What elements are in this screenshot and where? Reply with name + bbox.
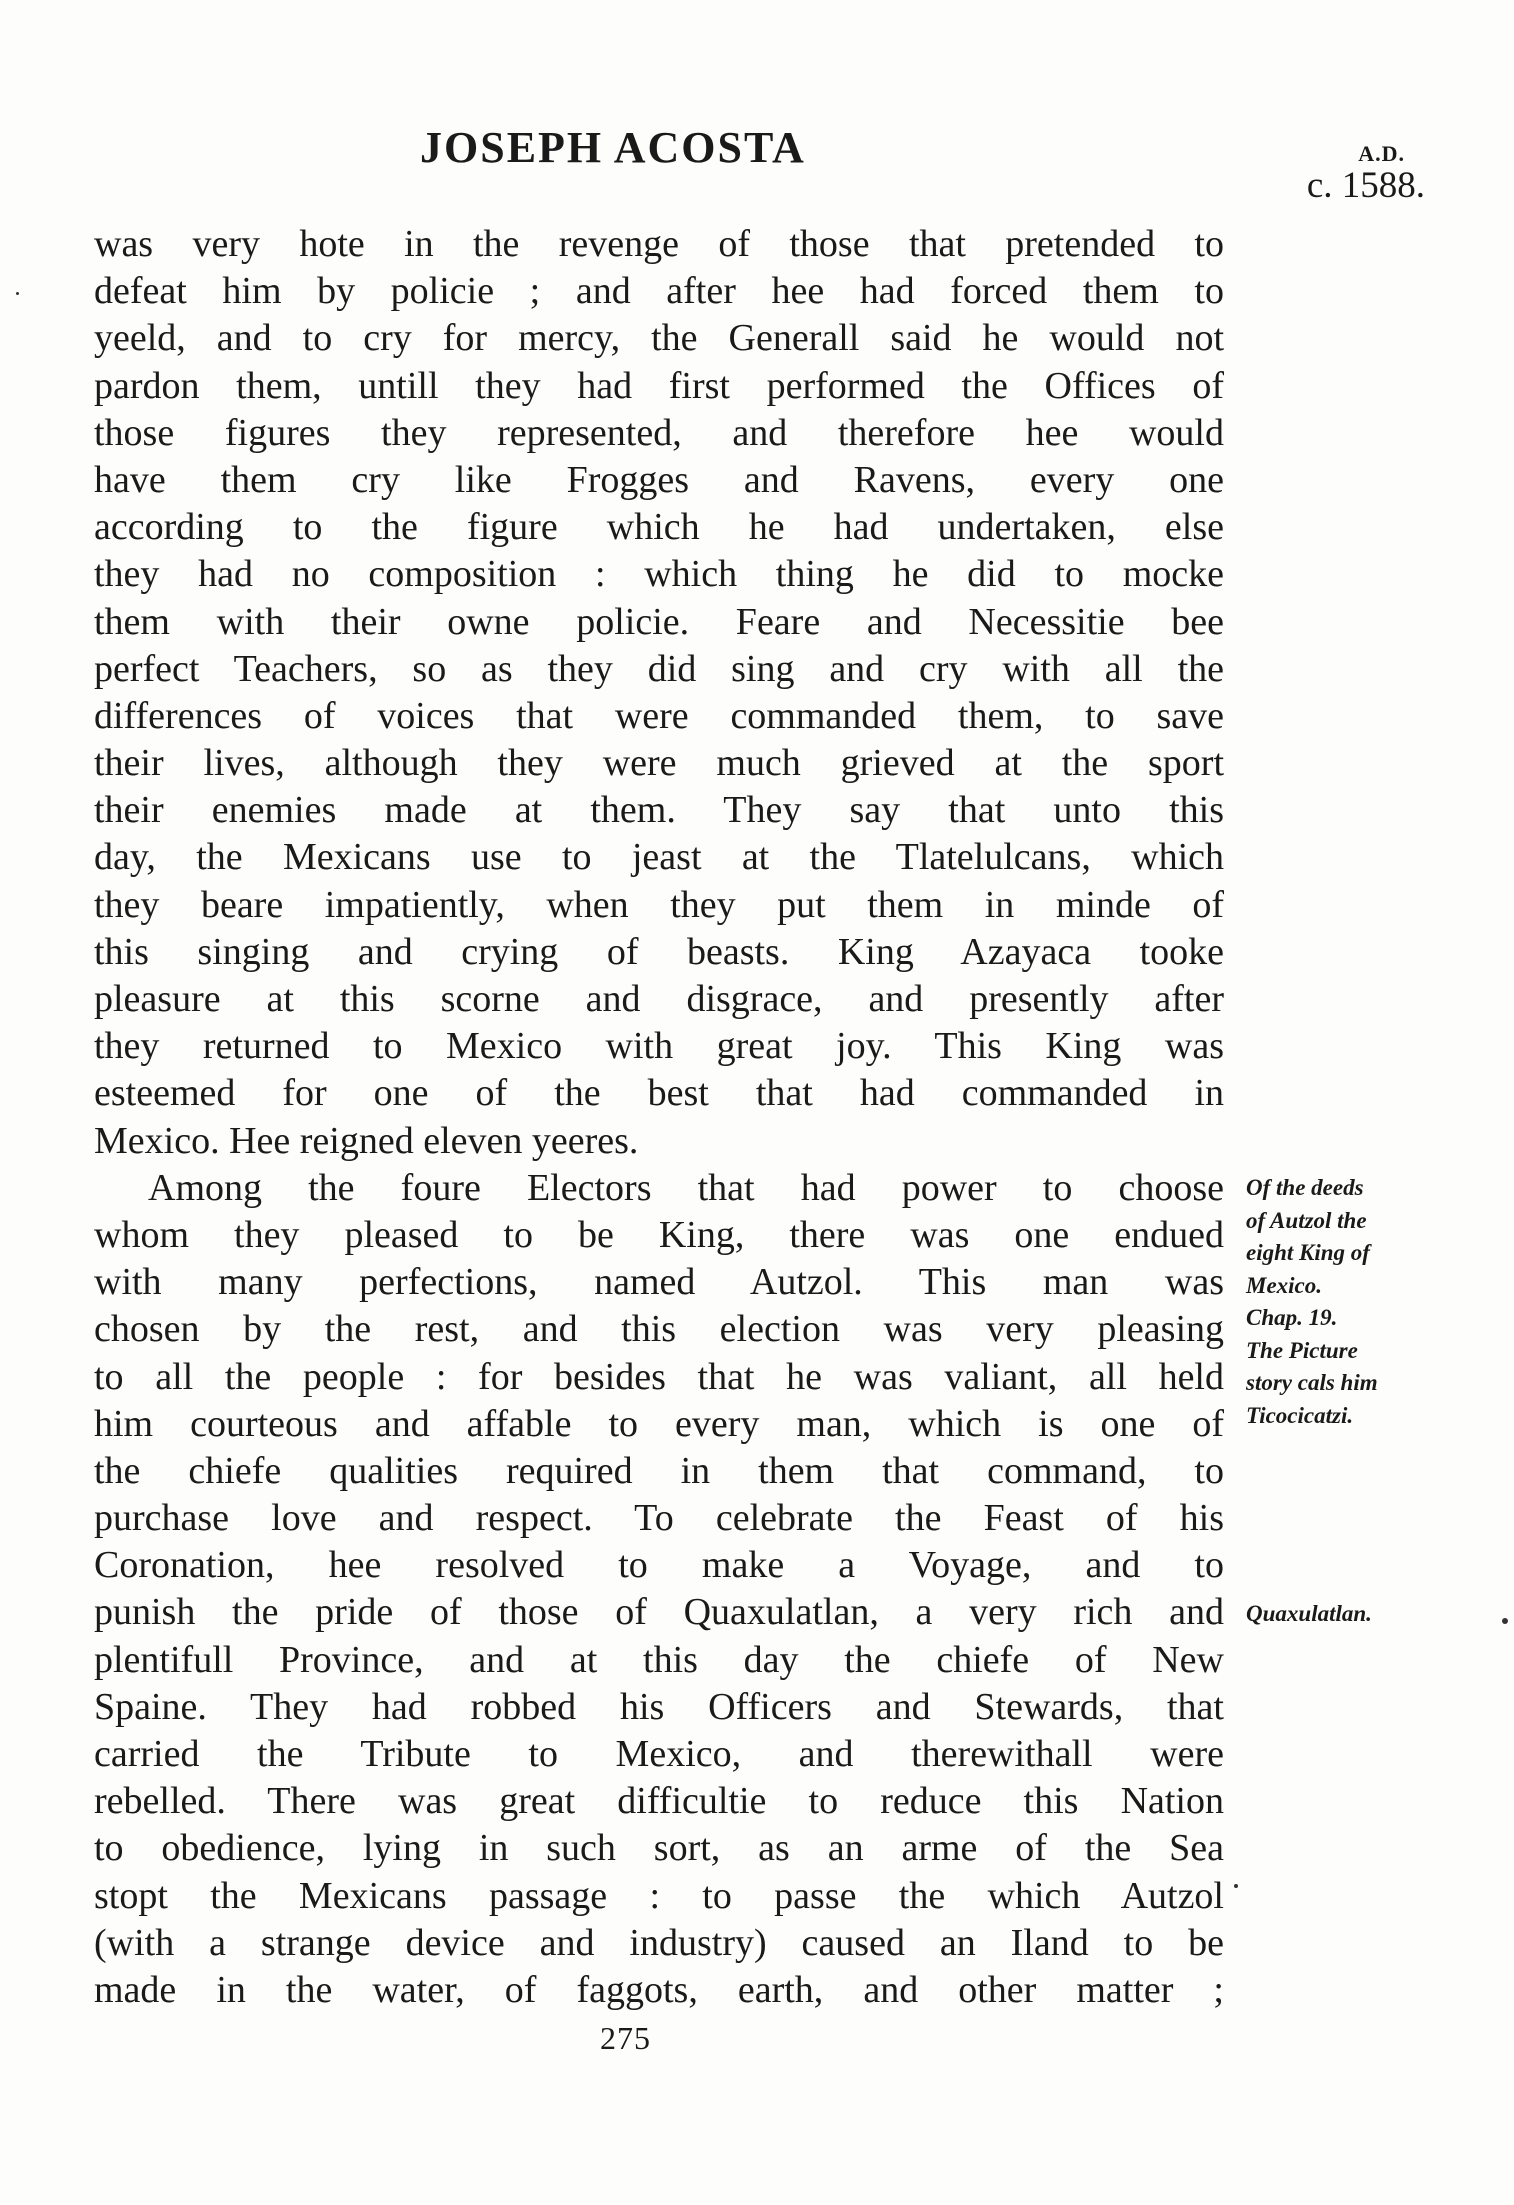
text-line: made in the water, of faggots, earth, and other matter ; xyxy=(94,1968,1224,2011)
text-line: esteemed for one of the best that had commanded in xyxy=(94,1072,1224,1115)
page-number: 275 xyxy=(600,2020,651,2056)
text-line: differences of voices that were commanded them, to save xyxy=(94,694,1224,737)
text-line: perfect Teachers, so as they did sing and cry with all the xyxy=(94,647,1224,690)
text-line: them with their owne policie. Feare and Necessitie bee xyxy=(94,600,1224,643)
text-line: according to the figure which he had undertaken, else xyxy=(94,506,1224,549)
text-line: to all the people : for besides that he was valiant, all held xyxy=(94,1355,1224,1398)
text-line: Spaine. They had robbed his Officers and Stewards, that xyxy=(94,1685,1224,1728)
body-text xyxy=(94,221,1224,2014)
text-line: pardon them, untill they had first performed the Offices of xyxy=(94,364,1224,407)
margin-note-line: Of the deeds xyxy=(1246,1175,1364,1200)
running-head: JOSEPH ACOSTA xyxy=(420,123,806,172)
margin-note-line: Quaxulatlan. xyxy=(1246,1601,1372,1626)
text-line: Among the foure Electors that had power to choose xyxy=(148,1166,1224,1209)
text-line: with many perfections, named Autzol. This man was xyxy=(94,1261,1224,1304)
text-line: yeeld, and to cry for mercy, the Generall said he would not xyxy=(94,317,1224,360)
margin-note-line: eight King of xyxy=(1246,1240,1370,1265)
text-line: carried the Tribute to Mexico, and therewithall were xyxy=(94,1733,1224,1775)
text-line: (with a strange device and industry) caused an Iland to be xyxy=(94,1921,1224,1964)
margin-note-line: Mexico. xyxy=(1246,1272,1323,1298)
text-line: whom they pleased to be King, there was one endued xyxy=(94,1213,1224,1256)
text-line: they beare impatiently, when they put them in minde of xyxy=(94,883,1224,926)
text-line: this singing and crying of beasts. King Azayaca tooke xyxy=(94,930,1224,973)
text-line: have them cry like Frogges and Ravens, every one xyxy=(94,458,1224,501)
date-head xyxy=(1265,142,1425,207)
text-line: plentifull Province, and at this day the chiefe of New xyxy=(94,1638,1224,1681)
text-line: those figures they represented, and therefore hee would xyxy=(94,411,1224,454)
text-line: rebelled. There was great difficultie to reduce this Nation xyxy=(94,1780,1224,1823)
margin-note-line: of Autzol the xyxy=(1246,1207,1367,1233)
text-line: their lives, although they were much grieved at the sport xyxy=(94,742,1224,785)
date-era: A.D. xyxy=(1358,141,1405,166)
margin-note-line: The Picture xyxy=(1246,1337,1358,1363)
text-line: stopt the Mexicans passage : to passe the which Autzol xyxy=(94,1874,1224,1917)
margin-note-line: Chap. 19. xyxy=(1246,1305,1338,1330)
text-line: Mexico. Hee reigned eleven yeeres. xyxy=(94,1119,639,1162)
text-line: they had no composition : which thing he did to mocke xyxy=(94,553,1224,596)
margin-note-place xyxy=(1246,1598,1456,1631)
margin-note-line: story cals him xyxy=(1246,1370,1378,1395)
print-speck xyxy=(16,292,19,295)
print-speck xyxy=(1234,1884,1238,1888)
text-line: chosen by the rest, and this election was very pleasing xyxy=(94,1308,1224,1351)
margin-note-line: Ticocicatzi. xyxy=(1246,1402,1354,1428)
text-line: punish the pride of those of Quaxulatlan, a very rich and xyxy=(94,1591,1224,1634)
text-line: purchase love and respect. To celebrate the Feast of his xyxy=(94,1497,1224,1540)
text-line: defeat him by policie ; and after hee had forced them to xyxy=(94,270,1224,313)
print-speck xyxy=(1502,1618,1508,1624)
text-line: day, the Mexicans use to jeast at the Tlatelulcans, which xyxy=(94,836,1224,879)
text-line: Coronation, hee resolved to make a Voyage, and to xyxy=(94,1544,1224,1587)
text-line: him courteous and affable to every man, which is one of xyxy=(94,1402,1224,1445)
text-line: the chiefe qualities required in them that command, to xyxy=(94,1449,1224,1492)
text-line: pleasure at this scorne and disgrace, and presently after xyxy=(94,978,1224,1020)
margin-note-chapter xyxy=(1246,1172,1456,1432)
date-year: c. 1588. xyxy=(1306,165,1425,207)
text-line: their enemies made at them. They say that unto this xyxy=(94,789,1224,832)
text-line: was very hote in the revenge of those that pretended to xyxy=(94,223,1224,265)
text-line: to obedience, lying in such sort, as an arme of the Sea xyxy=(94,1827,1224,1870)
text-line: they returned to Mexico with great joy. This King was xyxy=(94,1025,1224,1068)
